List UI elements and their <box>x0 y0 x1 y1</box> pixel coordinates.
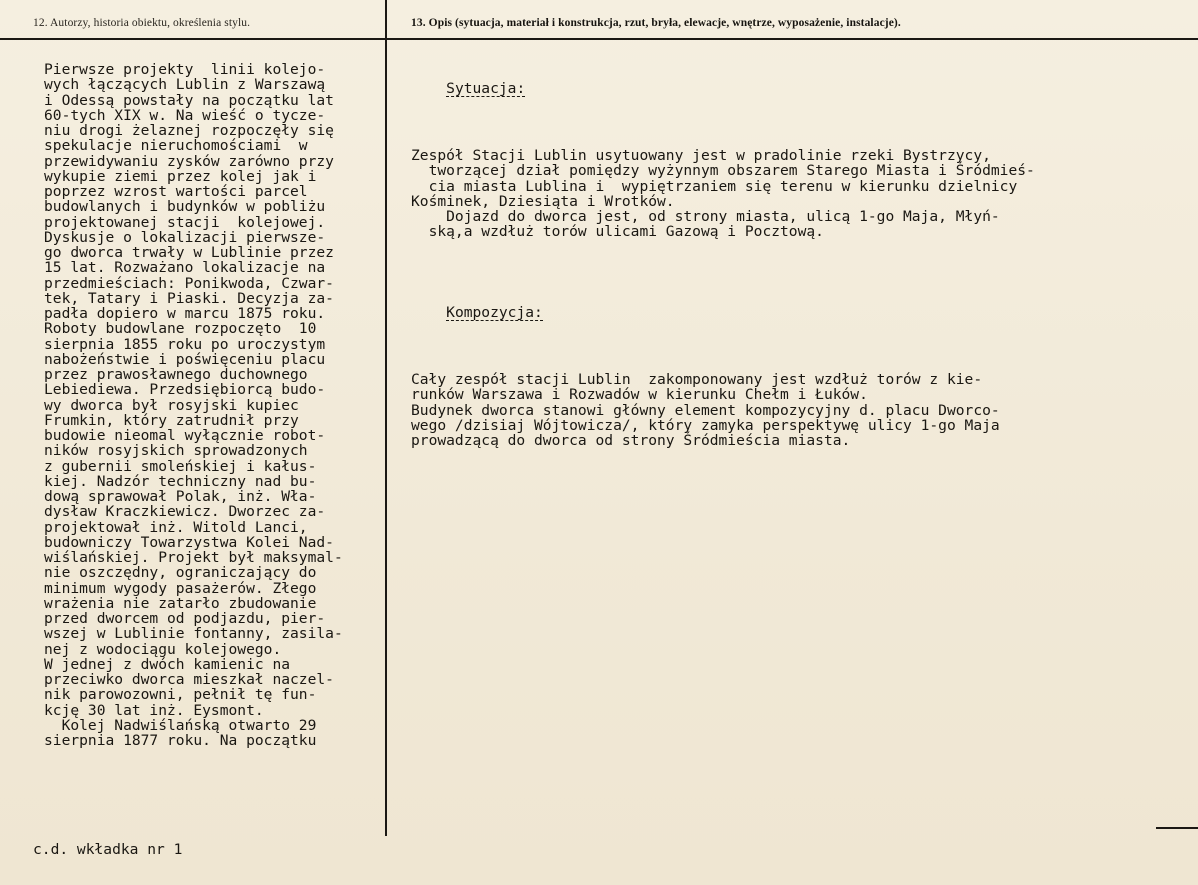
history-text-line: W jednej z dwóch kamienic na <box>44 655 291 673</box>
history-text-line: nik parowozowni, pełnił tę fun- <box>44 686 317 704</box>
history-text-line: dysław Kraczkiewicz. Dworzec za- <box>44 503 326 521</box>
kompozycja-text-line: prowadzącą do dworca od strony Śródmieścia miasta. <box>411 432 851 449</box>
history-text-line: przez prawosławnego duchownego <box>44 366 308 383</box>
history-text-line: z gubernii smoleńskiej i kałus- <box>44 457 317 475</box>
history-text-line: niu drogi żelaznej rozpoczęły się <box>44 122 334 139</box>
history-text-line: projektowanej stacji kolejowej. <box>44 213 326 231</box>
history-text-line: ników rosyjskich sprowadzonych <box>44 442 308 460</box>
history-text-line: go dworca trwały w Lublinie przez <box>44 244 334 261</box>
history-text-line: wykupie ziemi przez kolej jak i <box>44 167 317 185</box>
history-text-line: wy dworca był rosyjski kupiec <box>44 396 299 414</box>
right-margin-rule <box>1156 827 1198 829</box>
history-text-line: Pierwsze projekty linii kolejo- <box>44 61 326 78</box>
history-text-line: przeciwko dworca mieszkał naczel- <box>44 671 334 688</box>
history-text-line: nie oszczędny, ograniczający do <box>44 564 317 582</box>
history-text-line: wiślańskiej. Projekt był maksymal- <box>44 549 343 566</box>
header-divider-line <box>0 38 1198 40</box>
sytuacja-text-line: ską,a wzdłuż torów ulicami Gazową i Pocztową. <box>411 223 824 241</box>
kompozycja-paragraph <box>411 372 1035 448</box>
history-text-line: padła dopiero w marcu 1875 roku. <box>44 305 326 322</box>
kompozycja-text-line: Budynek dworca stanowi główny element kompozycyjny d. placu Dworco- <box>411 401 1000 419</box>
history-text-line: przed dworcem od podjazdu, pier- <box>44 610 326 627</box>
history-text-column <box>44 62 343 748</box>
continuation-note: c.d. wkładka nr 1 <box>33 841 183 858</box>
history-text-line: Roboty budowlane rozpoczęto 10 <box>44 320 317 338</box>
sytuacja-text-line: Zespół Stacji Lublin usytuowany jest w pradolinie rzeki Bystrzycy, <box>411 147 991 164</box>
sytuacja-text-line: Kośminek, Dziesiąta i Wrotków. <box>411 192 675 210</box>
history-text-line: 60-tych XIX w. Na wieść o tycze- <box>44 106 326 124</box>
history-text-line: przedmieściach: Ponikwoda, Czwar- <box>44 274 334 292</box>
history-text-line: minimum wygody pasażerów. Złego <box>44 579 317 597</box>
history-text-line: sierpnia 1855 roku po uroczystym <box>44 335 326 353</box>
kompozycja-text-line: runków Warszawa i Rozwadów w kierunku Chełm i Łuków. <box>411 386 868 404</box>
history-text-line: wszej w Lublinie fontanny, zasila- <box>44 625 343 643</box>
history-text-line: Dyskusje o lokalizacji pierwsze- <box>44 228 326 246</box>
history-text-line: 15 lat. Rozważano lokalizacje na <box>44 259 326 277</box>
history-text-line: wych łączących Lublin z Warszawą <box>44 76 326 94</box>
section-12-header: 12. Autorzy, historia obiektu, określenia stylu. <box>33 17 251 29</box>
history-text-line: Kolej Nadwiślańską otwarto 29 <box>44 716 317 734</box>
sytuacja-text-line: tworzącej dział pomiędzy wyżynnym obszarem Starego Miasta i Śródmieś- <box>411 162 1035 180</box>
history-text-line: kiej. Nadzór techniczny nad bu- <box>44 472 317 490</box>
history-text-line: wrażenia nie zatarło zbudowanie <box>44 594 317 612</box>
history-text-line: tek, Tatary i Piaski. Decyzja za- <box>44 289 334 307</box>
history-text-line: spekulacje nieruchomościami w <box>44 137 308 155</box>
history-text-line: sierpnia 1877 roku. Na początku <box>44 732 317 749</box>
history-text-line: budowie nieomal wyłącznie robot- <box>44 427 326 444</box>
history-text-line: poprzez wzrost wartości parcel <box>44 183 308 200</box>
history-text-line: budowniczy Towarzystwa Kolei Nad- <box>44 533 334 551</box>
history-text-line: budowlanych i budynków w pobliżu <box>44 198 326 216</box>
history-text-line: Lebiediewa. Przedsiębiorcą budo- <box>44 381 326 399</box>
sytuacja-text-line: cia miasta Lublina i wypiętrzaniem się terenu w kierunku dzielnicy <box>411 177 1018 195</box>
history-text-line: projektował inż. Witold Lanci, <box>44 518 308 536</box>
column-divider-line <box>385 0 387 836</box>
history-text-line: przewidywaniu zysków zarówno przy <box>44 152 334 170</box>
sytuacja-heading: Sytuacja: <box>446 80 526 98</box>
section-13-header: 13. Opis (sytuacja, materiał i konstrukcja, rzut, bryła, elewacje, wnętrze, wyposażenie, instalacje). <box>411 17 901 29</box>
history-text-line: kcję 30 lat inż. Eysmont. <box>44 701 264 719</box>
history-text-line: nabożeństwie i poświęceniu placu <box>44 350 326 368</box>
history-text-line: i Odessą powstały na początku lat <box>44 91 334 109</box>
sytuacja-paragraph <box>411 148 1035 240</box>
description-text-column <box>411 66 1035 479</box>
history-text-line: dową sprawował Polak, inż. Wła- <box>44 488 317 505</box>
history-text-line: Frumkin, który zatrudnił przy <box>44 411 299 429</box>
sytuacja-text-line: Dojazd do dworca jest, od strony miasta, ulicą 1-go Maja, Młyń- <box>411 208 1000 225</box>
kompozycja-text-line: wego /dzisiaj Wójtowicza/, który zamyka perspektywę ulicy 1-go Maja <box>411 416 1000 434</box>
kompozycja-heading: Kompozycja: <box>446 304 543 322</box>
history-text-line: nej z wodociągu kolejowego. <box>44 640 282 658</box>
kompozycja-text-line: Cały zespół stacji Lublin zakomponowany jest wzdłuż torów z kie- <box>411 371 983 388</box>
